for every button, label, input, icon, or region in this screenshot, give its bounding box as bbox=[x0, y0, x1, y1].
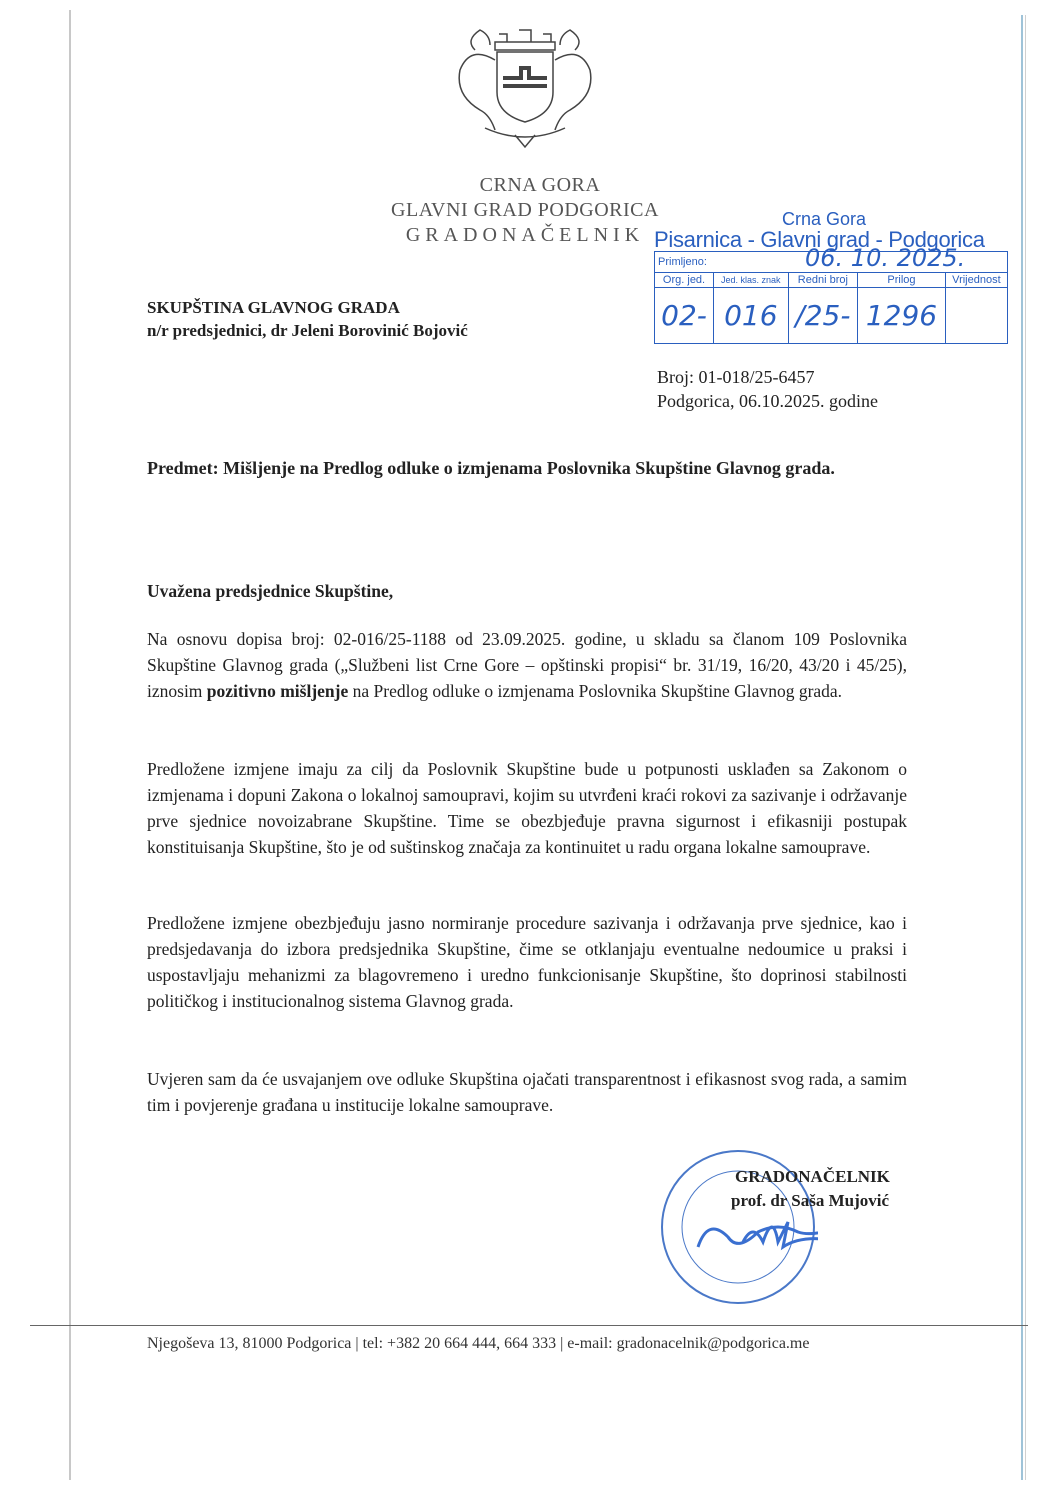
signature-title: GRADONAČELNIK bbox=[735, 1167, 890, 1186]
paragraph-1 bbox=[147, 626, 907, 704]
stamp-col: Prilog bbox=[858, 273, 946, 288]
recipient-name: SKUPŠTINA GLAVNOG GRADA bbox=[147, 298, 400, 317]
stamp-office: Pisarnica - Glavni grad - Podgorica bbox=[654, 227, 985, 252]
stamp-received-date: 06. 10. 2025. bbox=[805, 244, 966, 272]
stamp-value: 1296 bbox=[858, 288, 946, 344]
paragraph-3: Predložene izmjene obezbjeđuju jasno normiranje procedure sazivanja i održavanja prve sjednice, kao i predsjedavanja do izbora predsjednika Skupštine, čime se otklanjaju eventualne nedoumice u praksi i uspostavljaju mehanizmi za blagovremeno i uredno funkcionisanje Skupštine, što doprinosi stabilnosti političkog i institucionalnog sistema Glavnog grada. bbox=[147, 913, 907, 1011]
stamp-received-label: Primljeno: bbox=[658, 256, 707, 268]
stamp-value: /25- bbox=[788, 288, 858, 344]
stamp-col: Org. jed. bbox=[655, 273, 714, 288]
reference-number: Broj: 01-018/25-6457 bbox=[657, 367, 815, 387]
stamp-col: Vrijednost bbox=[945, 273, 1007, 288]
scan-edge-left bbox=[69, 10, 71, 1480]
coat-of-arms-logo bbox=[445, 20, 605, 150]
reference-date: Podgorica, 06.10.2025. godine bbox=[657, 391, 878, 411]
stamp-table bbox=[654, 244, 1008, 344]
stamp-value: 016 bbox=[714, 288, 789, 344]
paragraph-emphasis: pozitivno mišljenje bbox=[206, 681, 349, 701]
header-office: GRADONAČELNIK bbox=[405, 224, 645, 246]
paragraph-text: na Predlog odluke o izmjenama Poslovnika Skupštine Glavnog grada. bbox=[348, 681, 843, 701]
subject-text: Mišljenje na Predlog odluke o izmjenama Poslovnika Skupštine Glavnog grada. bbox=[218, 458, 835, 478]
stamp-value bbox=[945, 288, 1007, 344]
registry-stamp bbox=[652, 209, 1012, 359]
footer-divider bbox=[30, 1325, 1028, 1326]
paragraph-4: Uvjeren sam da će usvajanjem ove odluke Skupština ojačati transparentnost i efikasnost svog rada, a samim tim i povjerenje građana u institucije lokalne samouprave. bbox=[147, 1069, 907, 1115]
reference-block bbox=[657, 365, 878, 413]
scan-edge-right bbox=[1021, 15, 1023, 1480]
scan-edge-right-2 bbox=[1025, 15, 1026, 1480]
stamp-col: Redni broj bbox=[788, 273, 858, 288]
footer-contact: Njegoševa 13, 81000 Podgorica | tel: +382 20 664 444, 664 333 | e-mail: gradonacelnik@podgorica.me bbox=[147, 1335, 810, 1352]
stamp-col: Jed. klas. znak bbox=[714, 273, 789, 288]
signature-name: prof. dr Saša Mujović bbox=[731, 1191, 890, 1210]
stamp-country: Crna Gora bbox=[782, 209, 867, 229]
salutation: Uvažena predsjednice Skupštine, bbox=[147, 581, 394, 601]
subject-line bbox=[147, 455, 907, 481]
recipient-block bbox=[147, 296, 468, 342]
signature-block bbox=[731, 1165, 890, 1213]
header-city: GLAVNI GRAD PODGORICA bbox=[391, 199, 659, 221]
paragraph-text: Na osnovu dopisa broj: 02-016/25-1188 od 23.09.2025. godine, u skladu sa članom 109 Poslovnika Skupštine Glavnog grada („Službeni list Crne Gore – opštinski propisi“ br. 31/19, 16/20, 43/20 i 45/25), iznosim bbox=[147, 629, 907, 701]
recipient-attention: n/r predsjednici, dr Jeleni Borovinić Bojović bbox=[147, 321, 468, 340]
subject-label: Predmet: bbox=[147, 458, 219, 478]
stamp-value: 02- bbox=[655, 288, 714, 344]
header-country: CRNA GORA bbox=[479, 174, 601, 196]
paragraph-2: Predložene izmjene imaju za cilj da Poslovnik Skupštine bude u potpunosti usklađen sa Zakonom o izmjenama i dopuni Zakona o lokalnoj samoupravi, kojim su utvrđeni kraći rokovi za sazivanje i održavanje prve sjednice novoizabrane Skupštine. Time se obezbjeđuje pravna sigurnost i efikasniji postupak konstituisanja Skupštine, što je od suštinskog značaja za kontinuitet u radu organa lokalne samouprave. bbox=[147, 759, 907, 857]
